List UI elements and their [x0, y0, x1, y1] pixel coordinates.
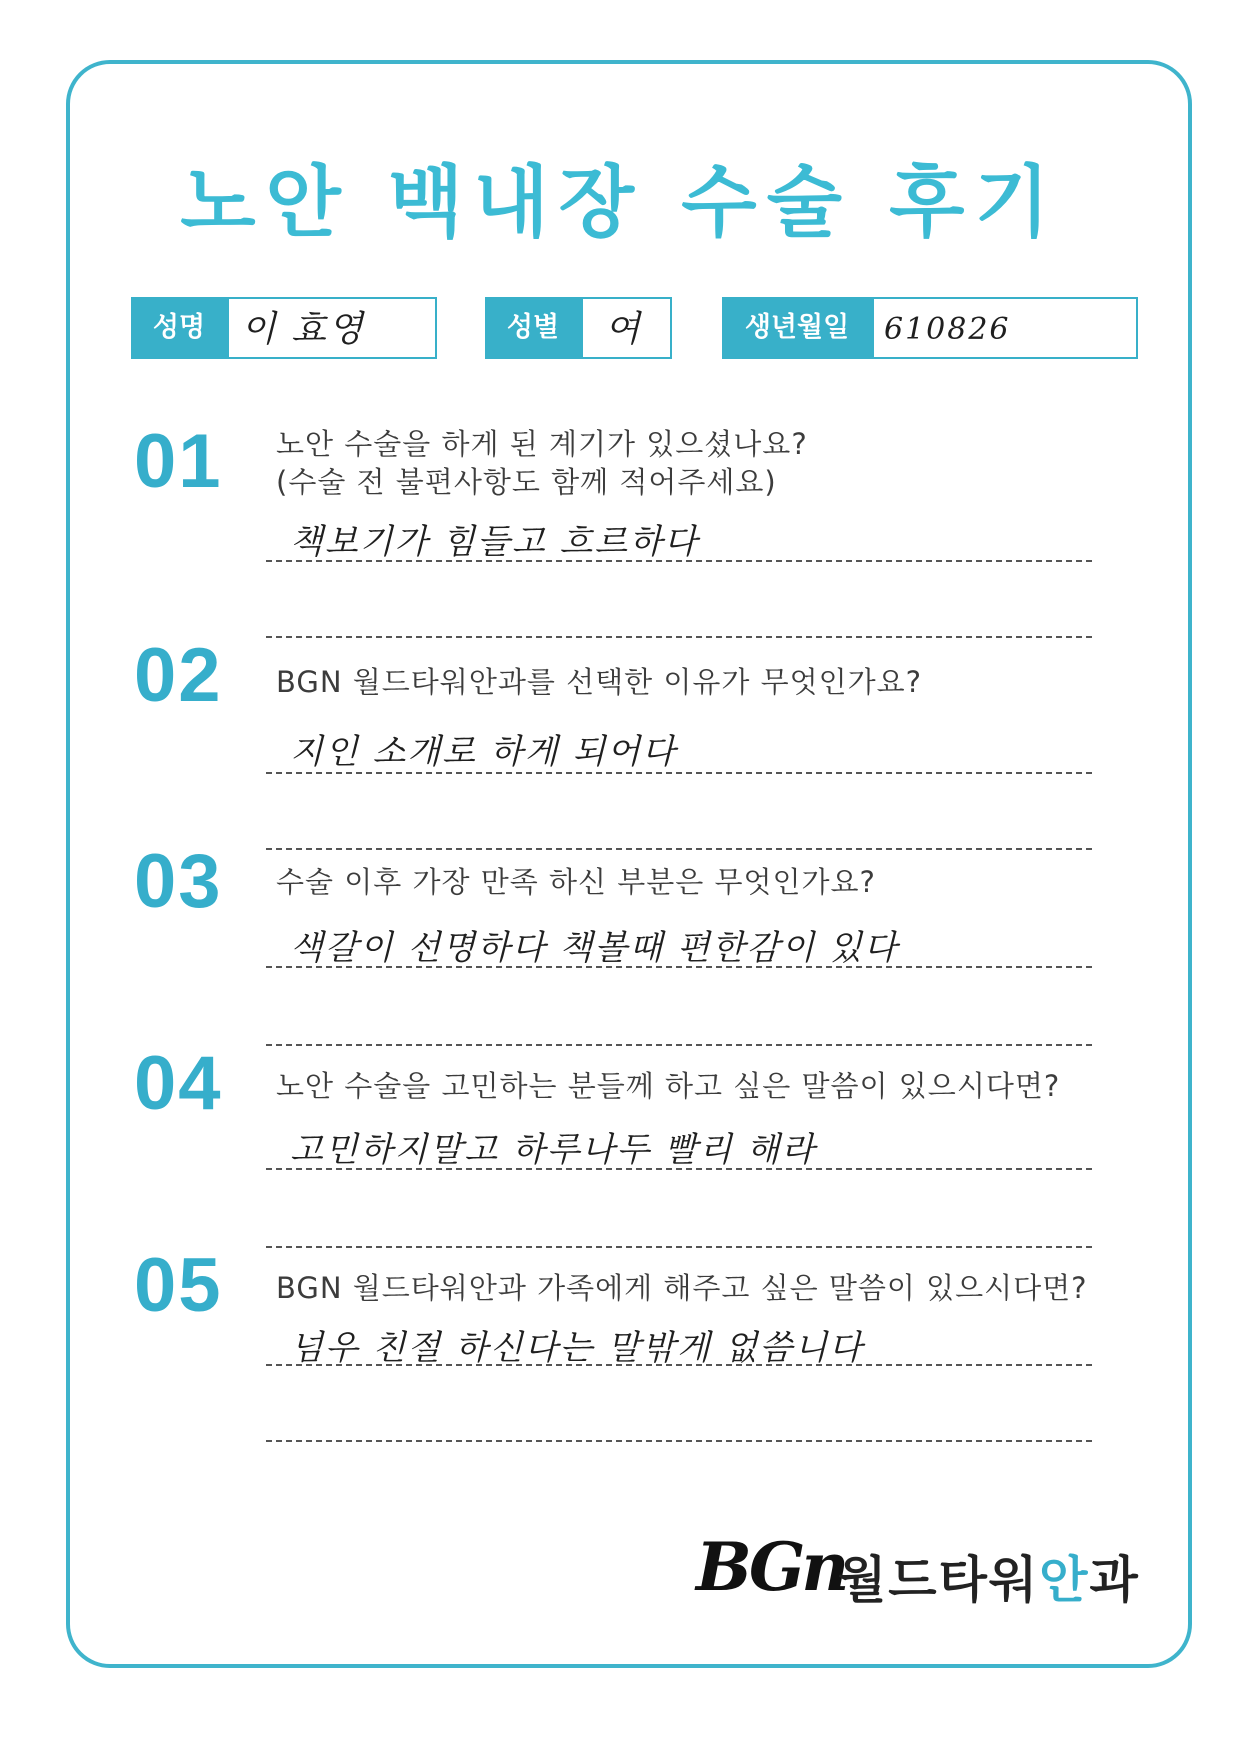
question-subtext: (수술 전 불편사항도 함께 적어주세요) [276, 465, 777, 499]
answer-text: 고민하지말고 하루나두 빨리 해라 [290, 1130, 817, 1170]
page-title: 노안 백내장 수술 후기 [180, 158, 1060, 248]
name-label: 성명 [131, 297, 227, 359]
gender-label: 성별 [485, 297, 581, 359]
answer-line [266, 1364, 1092, 1366]
question-number: 02 [134, 633, 223, 718]
dob-field [872, 297, 1138, 359]
answer-line [266, 636, 1092, 638]
dob-label: 생년월일 [722, 297, 872, 359]
question-text: BGN 월드타워안과 가족에게 해주고 싶은 말씀이 있으시다면? [276, 1271, 1088, 1305]
answer-line [266, 1044, 1092, 1046]
bgn-logo-mark: BGn [696, 1528, 846, 1606]
answer-text: 책보기가 힘들고 흐르하다 [290, 522, 699, 562]
answer-line [266, 1246, 1092, 1248]
question-text: 노안 수술을 고민하는 분들께 하고 싶은 말씀이 있으시다면? [276, 1069, 1061, 1103]
answer-line [266, 1168, 1092, 1170]
answer-text: 넘우 친절 하신다는 말밖게 없씀니다 [290, 1328, 864, 1368]
answer-line [266, 560, 1092, 562]
question-text: 노안 수술을 하게 된 계기가 있으셨나요? [276, 427, 808, 461]
answer-line [266, 848, 1092, 850]
gender-value: 여 [605, 309, 642, 350]
answer-text: 지인 소개로 하게 되어다 [290, 732, 677, 772]
gender-field [581, 297, 672, 359]
dob-value: 610826 [884, 312, 1011, 347]
question-number: 04 [134, 1041, 223, 1126]
logo-name-part2: 과 [1089, 1551, 1140, 1609]
question-number: 01 [134, 419, 223, 504]
logo-name-part1: 월드타워 [838, 1551, 1040, 1609]
question-number: 05 [134, 1243, 223, 1328]
answer-text: 색갈이 선명하다 책볼때 편한감이 있다 [290, 928, 899, 968]
answer-line [266, 966, 1092, 968]
name-value: 이 효영 [241, 309, 365, 350]
question-text: BGN 월드타워안과를 선택한 이유가 무엇인가요? [276, 665, 923, 699]
logo-name-accent: 안 [1039, 1551, 1090, 1609]
answer-line [266, 1440, 1092, 1442]
answer-line [266, 772, 1092, 774]
question-number: 03 [134, 839, 223, 924]
clinic-logo-name [838, 1540, 1140, 1612]
name-field [227, 297, 437, 359]
question-text: 수술 이후 가장 만족 하신 부분은 무엇인가요? [276, 865, 876, 899]
